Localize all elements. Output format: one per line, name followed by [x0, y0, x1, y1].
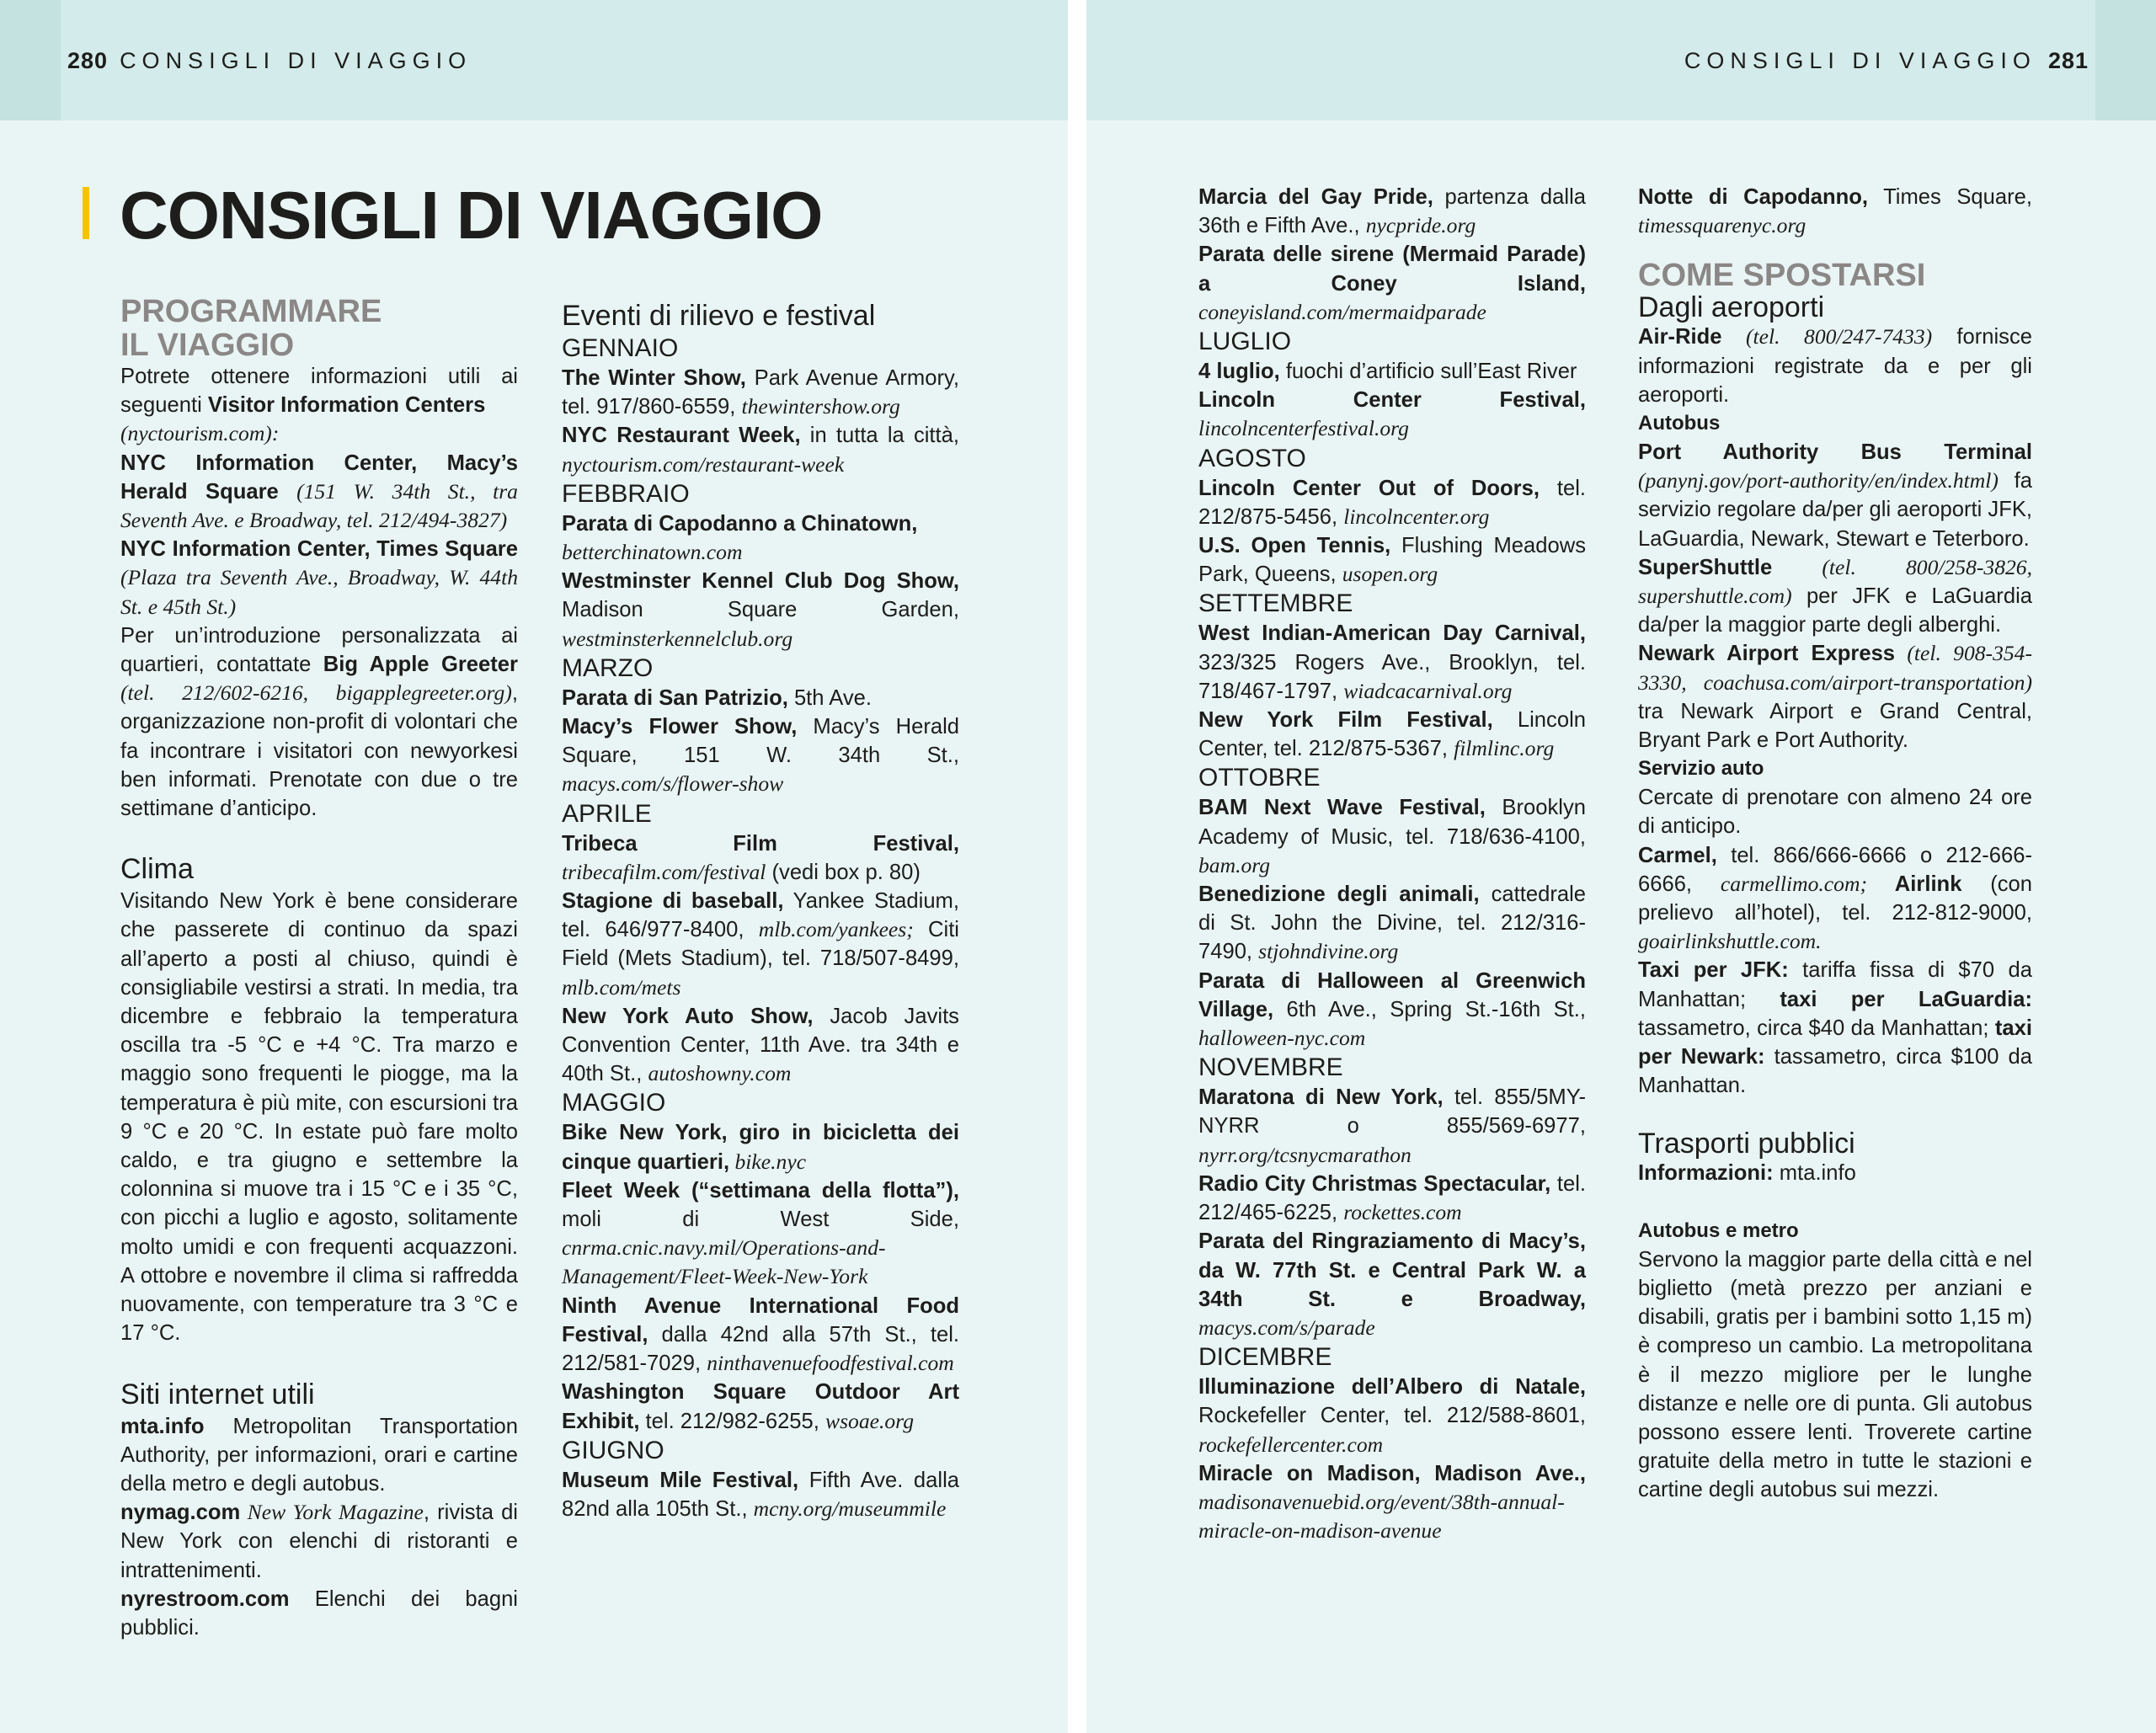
text-run: macys.com/s/flower-show: [562, 771, 784, 797]
text-run: NYC Information Center, Times Square: [120, 537, 518, 562]
text-run: Jacob Javits Convention Center, 11th Ave. tra 34th e 40th St.,: [562, 1004, 959, 1086]
text-run: Yankee Stadium, tel. 646/977-8400,: [562, 889, 959, 942]
text-run: Westminster Kennel Club Dog Show,: [562, 569, 959, 594]
event-entry: [562, 509, 959, 567]
list-item: [120, 1412, 518, 1499]
text-run: tel. 866/666-6666 o 212-666-6666,: [1638, 843, 2032, 896]
event-entry: [562, 1118, 959, 1176]
text-run: Fifth Ave. dalla 82nd alla 105th St.,: [562, 1468, 960, 1521]
text-run: taxi per Newark:: [1638, 1016, 2032, 1069]
text-run: (vedi box p. 80): [766, 860, 921, 884]
page-tab: [0, 0, 61, 120]
text-run: nymag.com: [120, 1501, 241, 1525]
text-run: nyrr.org/tcsnycmarathon: [1198, 1142, 1412, 1167]
text-run: The Winter Show,: [562, 366, 746, 390]
text-run: fornisce informazioni registrate da e per gli aeroporti.: [1638, 325, 2032, 407]
list-item: [120, 535, 518, 621]
text-run: goairlinkshuttle.com.: [1638, 929, 1822, 954]
paragraph: [1638, 323, 2032, 409]
text-run: Lincoln Center Festival,: [1198, 388, 1586, 413]
text-run: Parata di Capodanno a Chinatown,: [562, 511, 918, 536]
text-run: NYC Restaurant Week,: [562, 424, 801, 448]
text-run: Bike New York, giro in bicicletta dei cinque quartieri,: [562, 1121, 959, 1174]
title-accent-bar: [83, 187, 89, 239]
text-run: Madison Square Garden,: [562, 598, 959, 622]
text-run: U.S. Open Tennis,: [1198, 534, 1391, 558]
column-transport: [1638, 183, 2032, 1505]
text-run: betterchinatown.com: [562, 540, 743, 565]
text-run: nyrestroom.com: [120, 1586, 290, 1611]
text-run: , rivista di New York con elenchi di ristoranti e intrattenimenti.: [120, 1501, 518, 1582]
text-run: (con prelievo all’hotel), tel. 212-812-9000,: [1638, 872, 2032, 925]
text-run: Washington Square Outdoor Art Exhibit,: [562, 1380, 959, 1433]
text-run: nycpride.org: [1365, 213, 1476, 238]
text-run: mta.info: [120, 1414, 205, 1438]
text-run: halloween-nyc.com: [1198, 1026, 1366, 1051]
text-run: tassametro, circa $40 da Manhattan;: [1638, 1016, 1995, 1040]
event-entry: [562, 364, 959, 421]
subheading: Autobus e metro: [1638, 1218, 1799, 1242]
text-run: BAM Next Wave Festival,: [1198, 796, 1486, 820]
text-run: mcny.org/museummile: [753, 1496, 947, 1521]
text-run: Port Authority Bus Terminal: [1638, 440, 2032, 465]
text-run: partenza dalla 36th e Fifth Ave.,: [1198, 185, 1586, 238]
section-heading: Clima: [120, 853, 194, 886]
event-entry: [1638, 183, 2032, 240]
section-heading: COME SPOSTARSI: [1638, 258, 1926, 294]
left-page: [0, 0, 1068, 1733]
text-run: coneyisland.com/mermaidparade: [1198, 299, 1486, 324]
text-run: Parata di Halloween al Greenwich Village,: [1198, 968, 1586, 1021]
text-run: (panynj.gov/port-authority/en/index.html): [1638, 468, 1999, 493]
text-run: Air-Ride: [1638, 325, 1722, 349]
text-run: madisonavenuebid.org/event/38th-annual-miracle-on-madison-avenue: [1198, 1489, 1565, 1544]
text-run: Maratona di New York,: [1198, 1085, 1444, 1110]
paragraph: [1638, 438, 2032, 553]
event-entry: [562, 1176, 959, 1292]
text-run: Taxi per JFK:: [1638, 958, 1789, 983]
text-run: wiadcacarnival.org: [1343, 678, 1513, 703]
text-run: Informazioni:: [1638, 1161, 1774, 1186]
text-run: mta.info: [1773, 1161, 1856, 1186]
page-tab: [2095, 0, 2156, 120]
text-run: Miracle on Madison, Madison Ave.,: [1198, 1461, 1586, 1485]
event-entry: [562, 1466, 959, 1523]
text-run: Rockefeller Center, tel. 212/588-8601,: [1198, 1404, 1586, 1428]
section-heading: Siti internet utili: [120, 1378, 315, 1410]
text-run: , organizzazione non-profit di volontari che fa incontrare i visitatori con newyorkesi ben informati. Prenotate con due o tre settimane d’anticipo.: [120, 681, 518, 821]
list-item: [120, 1585, 518, 1642]
text-run: tel. 212/982-6255,: [639, 1409, 825, 1433]
month-heading: GENNAIO: [562, 334, 679, 362]
event-entry: [562, 829, 959, 887]
running-head: [1684, 47, 2089, 74]
paragraph: [1638, 553, 2032, 640]
column-events: [562, 298, 959, 1523]
text-run: Times Square,: [1868, 185, 2032, 209]
text-run: SuperShuttle: [1638, 555, 1773, 579]
text-run: Radio City Christmas Spectacular,: [1198, 1171, 1551, 1196]
text-run: Illuminazione dell’Albero di Natale,: [1198, 1375, 1586, 1400]
month-heading: NOVEMBRE: [1198, 1053, 1343, 1082]
subheading: Autobus: [1638, 412, 1721, 435]
text-run: Marcia del Gay Pride,: [1198, 185, 1433, 209]
text-run: rockefellercenter.com: [1198, 1432, 1384, 1457]
subheading: Servizio auto: [1638, 757, 1764, 781]
paragraph: [1638, 1159, 2032, 1187]
event-entry: [1198, 240, 1586, 327]
paragraph: Cercate di prenotare con almeno 24 ore di anticipo.: [1638, 786, 2032, 839]
column-planning: [120, 295, 518, 1642]
event-entry: [1198, 1227, 1586, 1342]
section-heading: Eventi di rilievo e festival: [562, 300, 876, 332]
text-run: lincolncenter.org: [1343, 504, 1490, 529]
month-heading: OTTOBRE: [1198, 764, 1321, 792]
month-heading: AGOSTO: [1198, 444, 1306, 472]
paragraph: [1638, 956, 2032, 1100]
event-entry: [562, 684, 959, 712]
event-entry: [1198, 474, 1586, 531]
text-run: Fleet Week (“settimana della flotta”),: [562, 1178, 959, 1202]
text-run: carmellimo.com;: [1720, 871, 1867, 896]
text-run: tel. 212/465-6225,: [1198, 1171, 1586, 1225]
text-run: Lincoln Center Out of Doors,: [1198, 476, 1540, 500]
column-events-continued: [1198, 183, 1586, 1545]
text-run: Park Avenue Armory, tel. 917/860-6559,: [562, 366, 959, 419]
paragraph: [1638, 841, 2032, 957]
text-run: macys.com/s/parade: [1198, 1314, 1375, 1340]
month-heading: MARZO: [562, 653, 654, 682]
text-run: Tribeca Film Festival,: [562, 831, 959, 856]
text-run: Visitor Information Centers: [207, 393, 486, 418]
text-run: filmlinc.org: [1454, 736, 1555, 761]
text-run: mlb.com/mets: [562, 974, 681, 1000]
text-run: lincolncenterfestival.org: [1198, 416, 1409, 441]
text-run: mlb.com/yankees;: [758, 917, 914, 942]
text-run: cattedrale di St. John the Divine, tel. 212/316-7490,: [1198, 882, 1586, 964]
text-run: Citi Field (Mets Stadium), tel. 718/507-8499,: [562, 918, 959, 971]
event-entry: [1198, 183, 1586, 240]
event-entry: [1198, 967, 1586, 1053]
text-run: tel. 855/5MY-NYRR o 855/569-6977,: [1198, 1085, 1586, 1138]
list-item: [120, 449, 518, 536]
text-run: 4 luglio,: [1198, 360, 1280, 384]
event-entry: [562, 887, 959, 1002]
text-run: tel. 212/875-5456,: [1198, 476, 1586, 529]
text-run: Museum Mile Festival,: [562, 1468, 799, 1492]
text-run: dalla 42nd alla 57th St., tel. 212/581-7029,: [562, 1322, 959, 1376]
event-entry: [1198, 1459, 1586, 1546]
text-run: Flushing Meadows Park, Queens,: [1198, 534, 1586, 587]
month-heading: LUGLIO: [1198, 328, 1292, 356]
text-run: (tel. 908-354-3330, coachusa.com/airport-transportation): [1638, 641, 2032, 695]
page-number: 280: [67, 48, 109, 73]
section-heading: [120, 295, 518, 362]
text-run: (nyctourism.com):: [120, 421, 280, 446]
event-entry: [1198, 619, 1586, 706]
text-run: Stagione di baseball,: [562, 889, 784, 914]
event-entry: [562, 1292, 959, 1378]
month-heading: MAGGIO: [562, 1089, 666, 1117]
text-run: IL VIAGGIO: [120, 328, 295, 363]
text-run: Brooklyn Academy of Music, tel. 718/636-4100,: [1198, 796, 1586, 849]
text-run: West Indian-American Day Carnival,: [1198, 621, 1586, 646]
text-run: fuochi d’artificio sull’East River: [1279, 360, 1577, 384]
text-run: taxi per LaGuardia:: [1780, 987, 2032, 1011]
text-run: autoshowny.com: [648, 1061, 792, 1086]
text-run: ninthavenuefoodfestival.com: [707, 1351, 954, 1376]
event-entry: [562, 712, 959, 799]
text-run: westminsterkennelclub.org: [562, 626, 793, 651]
text-run: 6th Ave., Spring St.-16th St.,: [1273, 997, 1586, 1021]
text-run: tra Newark Airport e Grand Central, Bryant Park e Port Authority.: [1638, 699, 2032, 753]
event-entry: [1198, 357, 1586, 386]
text-run: usopen.org: [1342, 562, 1438, 587]
text-run: stjohndivine.org: [1258, 939, 1399, 964]
subsection-heading: Dagli aeroporti: [1638, 291, 1825, 324]
text-run: CONSIGLI DI VIAGGIO: [120, 48, 472, 73]
text-run: 5th Ave.: [787, 685, 872, 710]
event-entry: [1198, 706, 1586, 763]
text-run: tribecafilm.com/festival: [562, 859, 766, 884]
text-run: Metropolitan Transportation Authority, per informazioni, orari e cartine della metro e degli autobus.: [120, 1414, 518, 1496]
event-entry: [562, 421, 959, 478]
text-run: CONSIGLI DI VIAGGIO: [1684, 48, 2036, 73]
event-entry: [562, 1378, 959, 1435]
text-run: New York Auto Show,: [562, 1004, 814, 1028]
text-run: Lincoln Center, tel. 212/875-5367,: [1198, 708, 1586, 761]
text-run: (Plaza tra Seventh Ave., Broadway, W. 44th St. e 45th St.): [120, 565, 518, 619]
text-run: Elenchi dei bagni pubblici.: [120, 1586, 518, 1640]
text-run: Potrete ottenere informazioni utili ai seguenti: [120, 365, 518, 418]
text-run: Per un’introduzione personalizzata ai quartieri, contattate: [120, 623, 518, 677]
event-entry: [1198, 793, 1586, 880]
text-run: in tutta la città,: [800, 424, 959, 448]
subsection-heading: Trasporti pubblici: [1638, 1128, 1855, 1160]
month-heading: DICEMBRE: [1198, 1343, 1332, 1372]
page-number: 281: [2047, 48, 2089, 73]
text-run: PROGRAMMARE: [120, 294, 382, 329]
text-run: cnrma.cnic.navy.mil/Operations-and-Management/Fleet-Week-New-York: [562, 1235, 886, 1289]
text-run: per JFK e LaGuardia da/per la maggior parte degli alberghi.: [1638, 584, 2032, 637]
text-run: Macy’s Flower Show,: [562, 715, 798, 739]
text-run: Big Apple Greeter: [323, 653, 518, 677]
paragraph: Visitando New York è bene considerare che passerete di continuo da spazi all’aperto a posti al chiuso, quindi è consigliabile vestirsi a strati. In media, tra dicembre e febbraio la temperatura oscilla tra -5 °C e +4 °C. Tra marzo e maggio sono frequenti le piogge, ma la temperatura è più mite, con escursioni tra 9 °C e 20 °C. In estate può fare molto caldo, e tra giugno e settembre la colonnina si muove tra i 15 °C e i 35 °C, con picchi a luglio e agosto, solitamente molto umidi e con frequenti acquazzoni. A ottobre e novembre il clima si raffredda nuovamente, con temperature tra 3 °C e 17 °C.: [120, 889, 518, 1346]
text-run: Parata del Ringraziamento di Macy’s, da W. 77th St. e Central Park W. a 34th St. e Broadway,: [1198, 1229, 1586, 1311]
text-run: New York Magazine: [240, 1500, 424, 1525]
text-run: wsoae.org: [825, 1408, 914, 1433]
paragraph: Servono la maggior parte della città e nel biglietto (metà prezzo per anziani e disabili, gratis per i bambini sotto 1,15 m) è compreso un cambio. La metropolitana è il mezzo migliore per le lunghe distanze e nelle ore di punta. Gli autobus possono essere lenti. Troverete cartine gratuite della metro in tutte le stazioni e cartine degli autobus sui mezzi.: [1638, 1247, 2032, 1502]
event-entry: [1198, 1170, 1586, 1227]
running-head: [67, 47, 472, 74]
month-heading: GIUGNO: [562, 1436, 664, 1464]
text-run: Benedizione degli animali,: [1198, 882, 1480, 907]
text-run: NYC Information Center, Macy’s Herald Square: [120, 451, 518, 504]
month-heading: SETTEMBRE: [1198, 589, 1353, 618]
event-entry: [1198, 1083, 1586, 1170]
text-run: 323/325 Rogers Ave., Brooklyn, tel. 718/467-1797,: [1198, 650, 1586, 703]
event-entry: [562, 1002, 959, 1089]
event-entry: [1198, 880, 1586, 967]
text-run: (151 W. 34th St., tra Seventh Ave. e Broadway, tel. 212/494-3827): [120, 478, 518, 533]
text-run: Carmel,: [1638, 843, 1717, 867]
text-run: Macy’s Herald Square, 151 W. 34th St.,: [562, 715, 959, 768]
month-heading: FEBBRAIO: [562, 479, 690, 508]
text-run: nyctourism.com/restaurant-week: [562, 451, 845, 477]
event-entry: [1198, 1373, 1586, 1459]
text-run: (tel. 800/247-7433): [1721, 324, 1933, 349]
text-run: New York Film Festival,: [1198, 708, 1493, 733]
text-run: tariffa fissa di $70 da Manhattan;: [1638, 958, 2032, 1011]
text-run: Newark Airport Express: [1638, 642, 1896, 666]
text-run: Parata delle sirene (Mermaid Parade) a Coney Island,: [1198, 243, 1586, 296]
text-run: Notte di Capodanno,: [1638, 185, 1869, 209]
text-run: moli di West Side,: [562, 1208, 959, 1232]
text-run: Airlink: [1866, 872, 1962, 896]
text-run: timessquarenyc.org: [1638, 213, 1806, 238]
list-item: [120, 1498, 518, 1585]
text-run: tassametro, circa $100 da Manhattan.: [1638, 1045, 2033, 1098]
right-page: [1086, 0, 2156, 1733]
text-run: fa servizio regolare da/per gli aeroporti JFK, LaGuardia, Newark, Stewart e Teterboro.: [1638, 469, 2033, 551]
paragraph: [120, 362, 518, 449]
paragraph: [1638, 639, 2032, 755]
month-heading: APRILE: [562, 799, 652, 828]
event-entry: [1198, 386, 1586, 443]
text-run: rockettes.com: [1343, 1200, 1462, 1225]
event-entry: [562, 567, 959, 653]
page-title: CONSIGLI DI VIAGGIO: [120, 178, 823, 253]
paragraph: [120, 621, 518, 823]
text-run: bike.nyc: [729, 1149, 807, 1174]
text-run: bam.org: [1198, 852, 1271, 877]
text-run: (tel. 800/258-3826, supershuttle.com): [1638, 554, 2032, 609]
text-run: Ninth Avenue International Food Festival,: [562, 1293, 959, 1346]
event-entry: [1198, 531, 1586, 589]
text-run: (tel. 212/602-6216, bigapplegreeter.org): [120, 680, 512, 706]
text-run: thewintershow.org: [741, 394, 900, 419]
text-run: Parata di San Patrizio,: [562, 685, 788, 710]
